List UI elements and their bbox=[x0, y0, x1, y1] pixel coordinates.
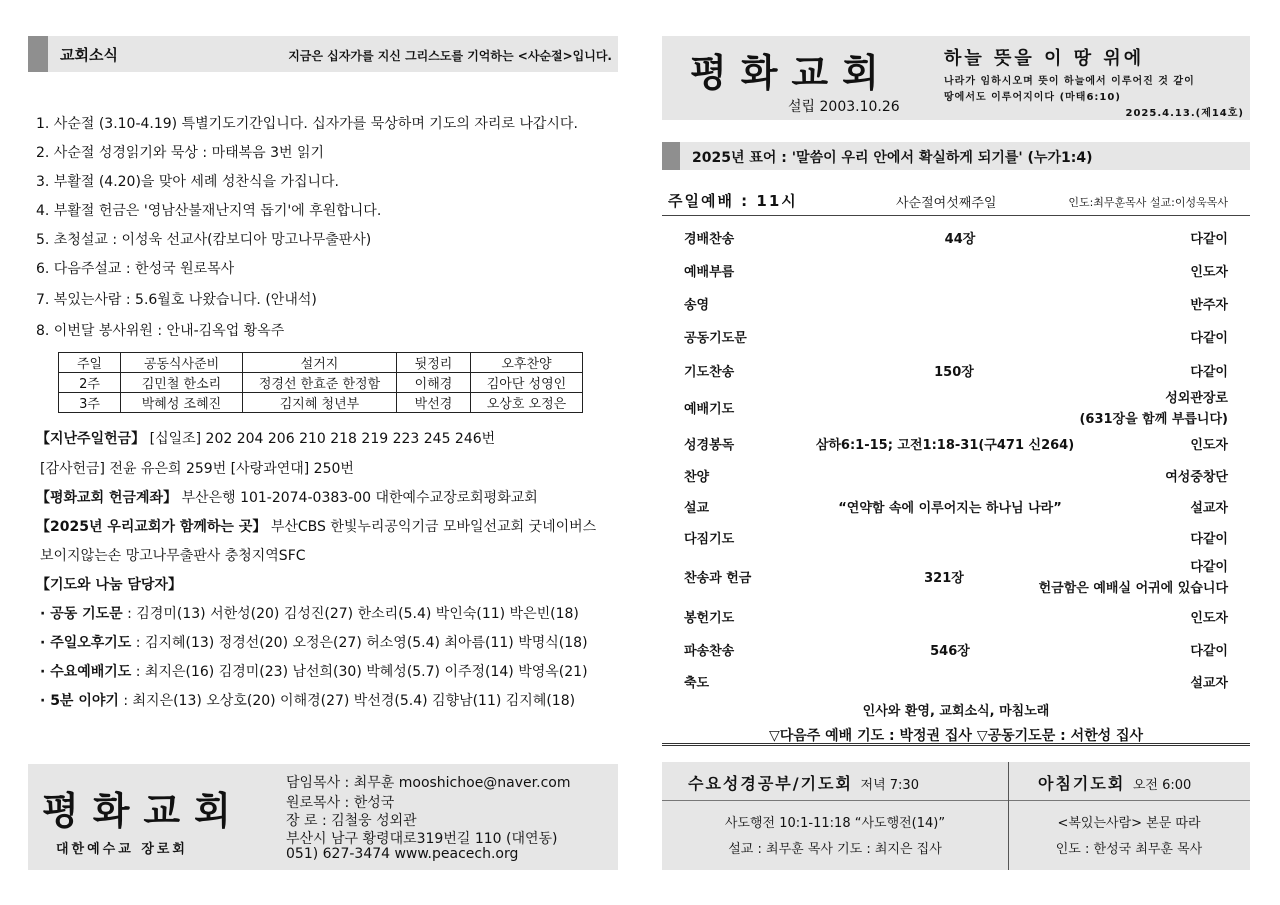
notice-item: 2. 사순절 성경읽기와 묵상 : 마태복음 3번 읽기 bbox=[36, 145, 325, 161]
duty-table bbox=[58, 352, 583, 413]
order-leader: 다같이 bbox=[1190, 532, 1228, 547]
news-title: 교회소식 bbox=[60, 46, 118, 64]
order-name: 파송찬송 bbox=[684, 644, 735, 659]
wednesday-passage: 사도행전 10:1-11:18 “사도행전(14)” bbox=[724, 816, 946, 831]
duty-header-cell: 주일 bbox=[59, 353, 121, 373]
duty-row bbox=[59, 393, 583, 413]
notice-item: 1. 사순절 (3.10-4.19) 특별기도기간입니다. 십자가를 묵상하며 기도의 자리로 나갑시다. bbox=[36, 116, 578, 132]
service-leaders: 인도:최무훈목사 설교:이성욱목사 bbox=[1068, 196, 1228, 209]
notice-item: 6. 다음주설교 : 한성국 원로목사 bbox=[36, 261, 235, 277]
service-header bbox=[662, 186, 1250, 216]
motto-verse: 땅에서도 이루어지이다 (마태6:10) bbox=[944, 92, 1121, 103]
duty-cell: 이해경 bbox=[397, 373, 471, 393]
order-detail: 321장 bbox=[924, 571, 964, 586]
order-detail: 150장 bbox=[934, 365, 974, 380]
masthead bbox=[662, 36, 1250, 120]
order-leader: 인도자 bbox=[1190, 265, 1228, 280]
morning-title bbox=[1038, 771, 1191, 794]
duty-row bbox=[59, 373, 583, 393]
prayer-row-text: : 김지혜(13) 정경선(20) 오정은(27) 허소영(5.4) 최아름(11) 박명식(18) bbox=[135, 635, 588, 651]
order-leader: 다같이 bbox=[1190, 560, 1228, 575]
motto-verse: 나라가 임하시오며 뜻이 하늘에서 이루어진 것 같이 bbox=[944, 76, 1195, 87]
notice-item: 5. 초청설교 : 이성욱 선교사(캄보디아 망고나무출판사) bbox=[36, 232, 372, 248]
offering-line bbox=[36, 428, 495, 448]
prayer-row bbox=[40, 690, 575, 710]
church-info-box bbox=[28, 764, 618, 870]
notice-item: 4. 부활절 헌금은 '영남산불재난지역 돕기'에 후원합니다. bbox=[36, 203, 382, 219]
duty-header-row bbox=[59, 353, 583, 373]
prayer-row bbox=[40, 603, 579, 623]
year-motto-bar bbox=[662, 142, 1250, 170]
order-leader: 설교자 bbox=[1190, 676, 1228, 691]
partners-line bbox=[36, 516, 596, 536]
header-tab-mark bbox=[28, 36, 48, 72]
order-leader: 다같이 bbox=[1190, 232, 1228, 247]
box-divider bbox=[662, 800, 1250, 801]
prayer-label-text: 【기도와 나눔 담당자】 bbox=[36, 577, 182, 593]
issue-number: 2025.4.13.(제14호) bbox=[1125, 108, 1244, 119]
service-day: 사순절여섯째주일 bbox=[896, 196, 997, 211]
order-name: 봉헌기도 bbox=[684, 611, 735, 626]
order-name: 기도찬송 bbox=[684, 365, 735, 380]
wednesday-leaders: 설교 : 최무훈 목사 기도 : 최지은 집사 bbox=[728, 842, 942, 857]
order-name: 찬송과 헌금 bbox=[684, 571, 752, 586]
partners-label: 【2025년 우리교회가 함께하는 곳】 bbox=[36, 519, 267, 535]
duty-header-cell: 설거지 bbox=[243, 353, 397, 373]
news-header bbox=[28, 36, 618, 72]
order-detail: 546장 bbox=[930, 644, 970, 659]
order-note: 헌금함은 예배실 어귀에 있습니다 bbox=[1038, 581, 1228, 596]
order-name: 축도 bbox=[684, 676, 710, 691]
partners-text-cont: 보이지않는손 망고나무출판사 충청지역SFC bbox=[40, 548, 306, 564]
contact-line: 장 로 : 김철웅 성외관 bbox=[286, 813, 417, 829]
morning-time: 오전 6:00 bbox=[1132, 778, 1192, 793]
duty-cell: 김아단 성영인 bbox=[471, 373, 583, 393]
contact-line: 원로목사 : 한성국 bbox=[286, 795, 395, 811]
prayer-row bbox=[40, 632, 588, 652]
order-leader: 다같이 bbox=[1190, 331, 1228, 346]
duty-cell: 2주 bbox=[59, 373, 121, 393]
account-text: 부산은행 101-2074-0383-00 대한예수교장로회평화교회 bbox=[181, 490, 538, 506]
morning-passage: <복있는사람> 본문 따라 bbox=[1057, 816, 1201, 831]
order-name: 송영 bbox=[684, 298, 710, 313]
order-divider bbox=[662, 743, 1250, 746]
morning-title-text: 아침기도회 bbox=[1038, 774, 1126, 793]
church-name: 평화교회 bbox=[690, 50, 893, 95]
prayer-row-label: · 5분 이야기 bbox=[40, 693, 119, 709]
order-detail: 삼하6:1-15; 고전1:18-31(구471 신264) bbox=[815, 438, 1075, 453]
wednesday-title bbox=[688, 771, 919, 794]
order-leader: 여성중창단 bbox=[1165, 470, 1228, 485]
account-line bbox=[36, 487, 538, 507]
partners-text: 부산CBS 한빛누리공익기금 모바일선교회 굿네이버스 bbox=[270, 519, 597, 535]
year-motto: 2025년 표어 : '말씀이 우리 안에서 확실하게 되기를' (누가1:4) bbox=[692, 150, 1093, 166]
wednesday-time: 저녁 7:30 bbox=[860, 778, 919, 793]
closing-items: 인사와 환영, 교회소식, 마침노래 bbox=[862, 704, 1050, 719]
prayer-row-label: · 수요예배기도 bbox=[40, 664, 132, 680]
order-leader: 반주자 bbox=[1190, 298, 1228, 313]
duty-cell: 김민철 한소리 bbox=[121, 373, 243, 393]
weekday-services-box bbox=[662, 762, 1250, 870]
sermon-title: “연약함 속에 이루어지는 하나님 나라” bbox=[838, 501, 1062, 516]
prayer-row-text: : 최지은(16) 김경미(23) 남선희(30) 박혜성(5.7) 이주정(14) 박영옥(21) bbox=[135, 664, 588, 680]
order-leader: 인도자 bbox=[1190, 611, 1228, 626]
wednesday-title-text: 수요성경공부/기도회 bbox=[688, 774, 853, 793]
order-name: 공동기도문 bbox=[684, 331, 747, 346]
order-detail: 44장 bbox=[944, 232, 976, 247]
order-name: 설교 bbox=[684, 501, 710, 516]
duty-cell: 오상호 오정은 bbox=[471, 393, 583, 413]
order-name: 예배부름 bbox=[684, 265, 735, 280]
order-leader: 인도자 bbox=[1190, 438, 1228, 453]
duty-cell: 김지혜 청년부 bbox=[243, 393, 397, 413]
order-name: 찬양 bbox=[684, 470, 710, 485]
offering-text: [십일조] 202 204 206 210 218 219 223 245 246번 bbox=[149, 431, 496, 447]
order-name: 경배찬송 bbox=[684, 232, 735, 247]
order-leader: 다같이 bbox=[1190, 644, 1228, 659]
duty-cell: 3주 bbox=[59, 393, 121, 413]
order-note: (631장을 함께 부릅니다) bbox=[1079, 412, 1228, 427]
contact-line: 051) 627-3474 www.peacech.org bbox=[286, 846, 519, 862]
notice-item: 3. 부활절 (4.20)을 맞아 세례 성찬식을 가집니다. bbox=[36, 174, 339, 190]
order-leader: 다같이 bbox=[1190, 365, 1228, 380]
prayer-row-label: · 주일오후기도 bbox=[40, 635, 132, 651]
prayer-row bbox=[40, 661, 588, 681]
account-label: 【평화교회 헌금계좌】 bbox=[36, 490, 178, 506]
header-tab-mark bbox=[662, 142, 680, 170]
prayer-row-text: : 최지은(13) 오상호(20) 이해경(27) 박선경(5.4) 김향남(11) 김지혜(18) bbox=[123, 693, 576, 709]
duty-header-cell: 오후찬양 bbox=[471, 353, 583, 373]
prayer-row-label: · 공동 기도문 bbox=[40, 606, 123, 622]
church-motto: 하늘 뜻을 이 땅 위에 bbox=[944, 48, 1145, 69]
service-title: 주일예배 : 11시 bbox=[668, 192, 798, 210]
duty-cell: 박선경 bbox=[397, 393, 471, 413]
order-leader: 성외관장로 bbox=[1165, 391, 1228, 406]
duty-cell: 정경선 한효준 한정함 bbox=[243, 373, 397, 393]
church-name: 평화교회 bbox=[42, 788, 245, 833]
order-leader: 설교자 bbox=[1190, 501, 1228, 516]
prayer-row-text: : 김경미(13) 서한성(20) 김성진(27) 한소리(5.4) 박인숙(11) 박은빈(18) bbox=[127, 606, 579, 622]
prayer-label bbox=[36, 574, 182, 594]
contact-line: 부산시 남구 황령대로319번길 110 (대연동) bbox=[286, 831, 558, 847]
duty-header-cell: 뒷정리 bbox=[397, 353, 471, 373]
duty-header-cell: 공동식사준비 bbox=[121, 353, 243, 373]
order-name: 다짐기도 bbox=[684, 532, 735, 547]
denomination: 대한예수교 장로회 bbox=[56, 842, 188, 857]
notice-item: 7. 복있는사람 : 5.6월호 나왔습니다. (안내석) bbox=[36, 292, 317, 308]
order-name: 예배기도 bbox=[684, 402, 735, 417]
duty-cell: 박혜성 조혜진 bbox=[121, 393, 243, 413]
order-name: 성경봉독 bbox=[684, 438, 735, 453]
lent-slogan: 지금은 십자가를 지신 그리스도를 기억하는 <사순절>입니다. bbox=[288, 49, 612, 63]
established-date: 설립 2003.10.26 bbox=[788, 99, 900, 115]
notice-item: 8. 이번달 봉사위원 : 안내-김옥업 황옥주 bbox=[36, 323, 285, 339]
contact-line: 담임목사 : 최무훈 mooshichoe@naver.com bbox=[286, 775, 571, 791]
offering-label: 【지난주일헌금】 bbox=[36, 431, 146, 447]
next-week-prayer: ▽다음주 예배 기도 : 박정권 집사 ▽공동기도문 : 서한성 집사 bbox=[768, 728, 1144, 744]
thanks-offering-text: [감사헌금] 전윤 유은희 259번 [사랑과연대] 250번 bbox=[40, 461, 354, 477]
morning-leaders: 인도 : 한성국 최무훈 목사 bbox=[1055, 842, 1203, 857]
